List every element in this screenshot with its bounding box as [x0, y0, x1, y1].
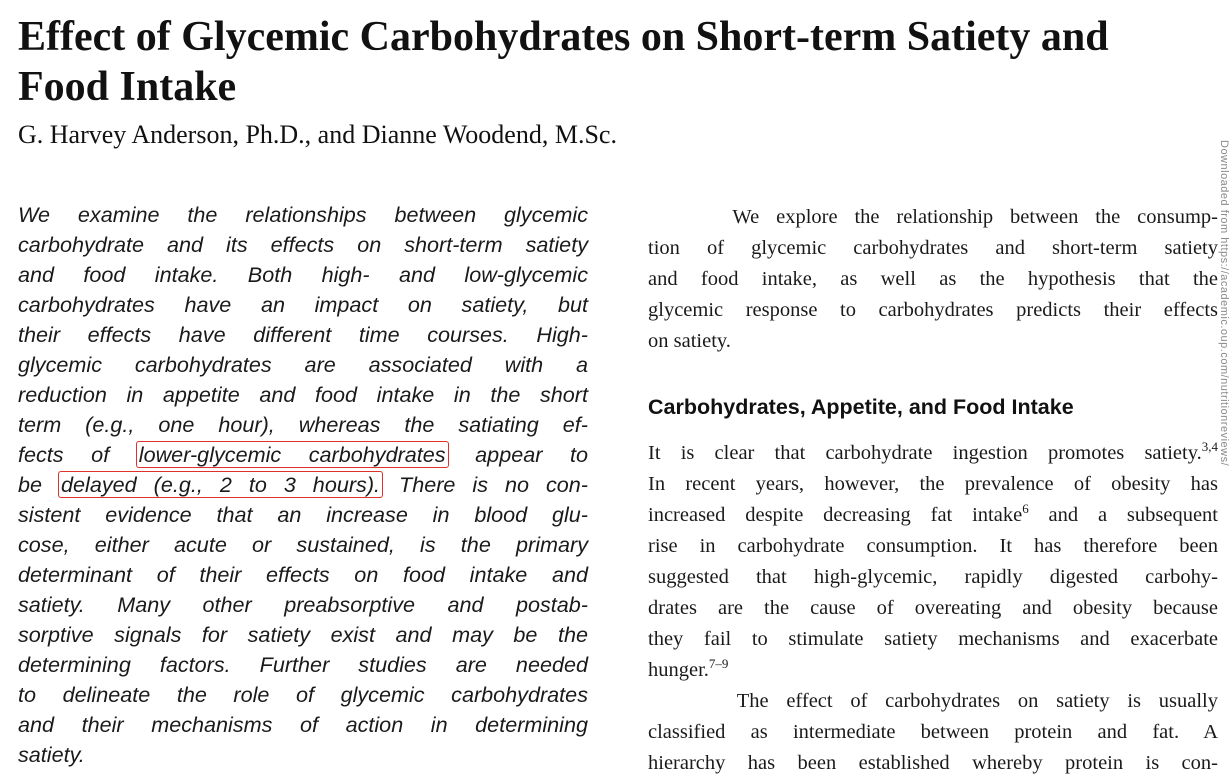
intro-line: tion of glycemic carbohydrates and short-term satiety — [648, 237, 1218, 259]
abstract-line: We examine the relationships between glycemic — [18, 202, 588, 227]
body-line — [648, 500, 1218, 531]
body-line: hierarchy has been established whereby protein is con- — [648, 752, 1218, 774]
section-body — [648, 438, 1218, 779]
title-line-2: Food Intake — [18, 64, 237, 110]
body-text: hunger. — [648, 659, 709, 681]
body-line: rise in carbohydrate consumption. It has therefore been — [648, 535, 1218, 557]
abstract-text: be — [18, 472, 60, 497]
body-line: drates are the cause of overeating and obesity because — [648, 597, 1218, 619]
abstract-line: carbohydrate and its effects on short-term satiety — [18, 232, 588, 257]
body-text: and a subsequent — [1028, 504, 1219, 526]
body-line: In recent years, however, the prevalence of obesity has — [648, 473, 1218, 495]
abstract-line: sistent evidence that an increase in blood glu- — [18, 502, 588, 527]
abstract-line: their effects have different time courses. High- — [18, 322, 588, 347]
abstract-line: to delineate the role of glycemic carbohydrates — [18, 682, 588, 707]
intro-line: glycemic response to carbohydrates predicts their effects — [648, 299, 1218, 321]
abstract-line: determining factors. Further studies are needed — [18, 652, 588, 677]
abstract-line: and their mechanisms of action in determining — [18, 712, 588, 737]
intro-line: on satiety. — [648, 330, 731, 352]
citation: 6 — [1022, 501, 1029, 516]
body-line: suggested that high-glycemic, rapidly digested carbohy- — [648, 566, 1218, 588]
abstract-line — [18, 470, 588, 500]
intro-line: We explore the relationship between the consump- — [648, 206, 1218, 228]
section-heading: Carbohydrates, Appetite, and Food Intake — [648, 395, 1074, 419]
body-line: The effect of carbohydrates on satiety is usually — [648, 690, 1218, 712]
body-text: increased despite decreasing fat intake — [648, 504, 1023, 526]
citation: 3,4 — [1201, 439, 1218, 454]
abstract-line: determinant of their effects on food intake and — [18, 562, 588, 587]
body-line — [648, 655, 1218, 686]
body-text: It is clear that carbohydrate ingestion promotes satiety. — [648, 442, 1202, 464]
abstract-line — [18, 440, 588, 470]
intro-line: and food intake, as well as the hypothesis that the — [648, 268, 1218, 290]
abstract-text: appear to — [447, 442, 588, 467]
abstract-text: fects of — [18, 442, 137, 467]
abstract-line: sorptive signals for satiety exist and may be the — [18, 622, 588, 647]
abstract-line: glycemic carbohydrates are associated with a — [18, 352, 588, 377]
article-title — [18, 12, 1218, 112]
abstract-line: cose, either acute or sustained, is the primary — [18, 532, 588, 557]
download-watermark — [1218, 140, 1230, 774]
abstract-line: satiety. — [18, 742, 85, 767]
abstract-line: carbohydrates have an impact on satiety, but — [18, 292, 588, 317]
highlight-box-lower-glycemic: lower-glycemic carbohydrates — [136, 441, 449, 468]
abstract-line: and food intake. Both high- and low-glycemic — [18, 262, 588, 287]
abstract-line: term (e.g., one hour), whereas the satiating ef- — [18, 412, 588, 437]
abstract-line: satiety. Many other preabsorptive and postab- — [18, 592, 588, 617]
intro-paragraph — [648, 202, 1218, 357]
highlight-box-delayed: delayed (e.g., 2 to 3 hours). — [58, 471, 383, 498]
author-line: G. Harvey Anderson, Ph.D., and Dianne Woodend, M.Sc. — [18, 120, 617, 149]
citation: 7–9 — [708, 656, 729, 671]
body-line — [648, 438, 1218, 469]
abstract-line: reduction in appetite and food intake in the short — [18, 382, 588, 407]
abstract — [18, 200, 588, 770]
title-line-1: Effect of Glycemic Carbohydrates on Short-term Satiety and — [18, 14, 1109, 60]
body-line: classified as intermediate between protein and fat. A — [648, 721, 1218, 743]
body-line: they fail to stimulate satiety mechanisms and exacerbate — [648, 628, 1218, 650]
watermark-text: Downloaded from https://academic.oup.com/nutritionreviews/ — [1218, 140, 1230, 467]
abstract-text: There is no con- — [382, 472, 588, 497]
